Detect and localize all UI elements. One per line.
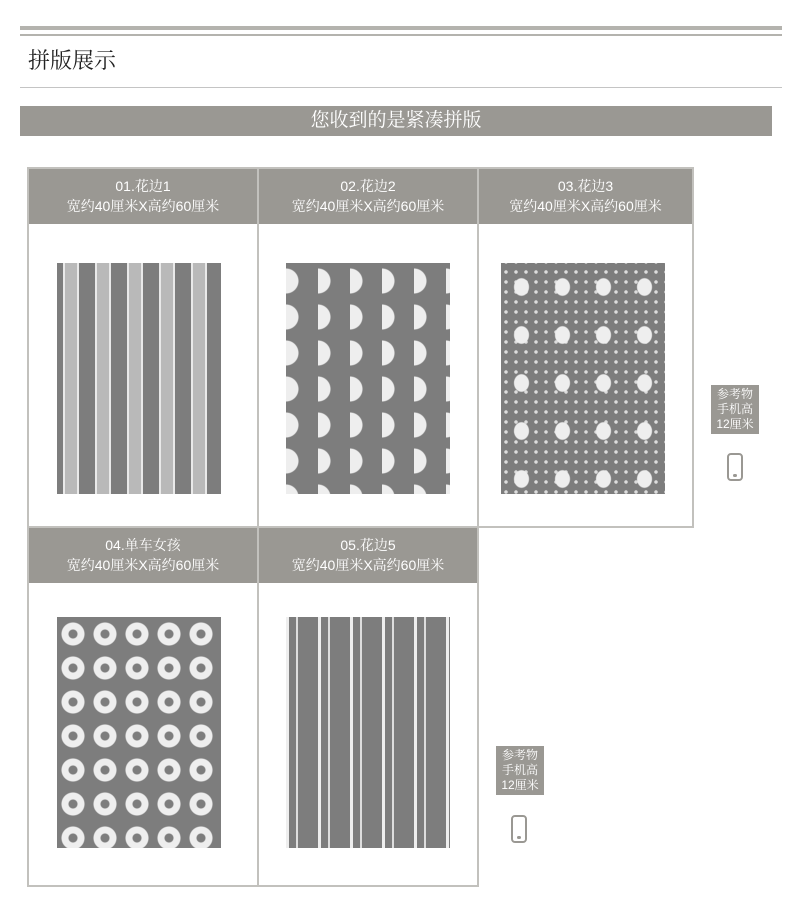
card-name: 04.单车女孩: [105, 537, 181, 553]
card-header: [259, 528, 477, 583]
reference-label: [711, 385, 759, 434]
card-name: 01.花边1: [115, 178, 171, 194]
card-name: 02.花边2: [340, 178, 396, 194]
card-header: [479, 169, 692, 224]
lace-pattern-image: [286, 263, 450, 494]
card-name: 03.花边3: [557, 178, 614, 194]
lace-pattern-image: [57, 617, 221, 848]
reference-text: 12厘米: [716, 417, 754, 431]
top-divider-thin: [20, 34, 782, 36]
product-card-2: [257, 167, 479, 528]
lace-pattern-image: [57, 263, 221, 494]
phone-icon: [727, 453, 743, 481]
layout-banner: 您收到的是紧凑拼版: [20, 106, 772, 136]
section-title: 拼版展示: [28, 48, 117, 73]
card-size: 宽约40厘米X高约60厘米: [66, 198, 220, 214]
reference-text: 参考物: [501, 748, 538, 762]
card-size: 宽约40厘米X高约60厘米: [66, 557, 220, 573]
card-header: [259, 169, 477, 224]
phone-icon: [511, 815, 527, 843]
reference-label: [496, 746, 544, 795]
product-card-5: [257, 526, 479, 887]
card-size: 宽约40厘米X高约60厘米: [509, 198, 662, 214]
card-name: 05.花边5: [340, 537, 396, 553]
lace-pattern-image: [286, 617, 450, 848]
top-divider: [20, 26, 782, 30]
product-card-1: [27, 167, 259, 528]
product-card-3: [477, 167, 694, 528]
reference-text: 手机高: [716, 402, 753, 416]
reference-text: 手机高: [501, 763, 538, 777]
reference-text: 参考物: [716, 387, 753, 401]
card-size: 宽约40厘米X高约60厘米: [291, 198, 445, 214]
product-card-4: [27, 526, 259, 887]
title-divider: [20, 87, 782, 88]
reference-text: 12厘米: [501, 778, 539, 792]
card-size: 宽约40厘米X高约60厘米: [291, 557, 445, 573]
card-header: [29, 528, 257, 583]
card-header: [29, 169, 257, 224]
lace-pattern-image: [501, 263, 665, 494]
